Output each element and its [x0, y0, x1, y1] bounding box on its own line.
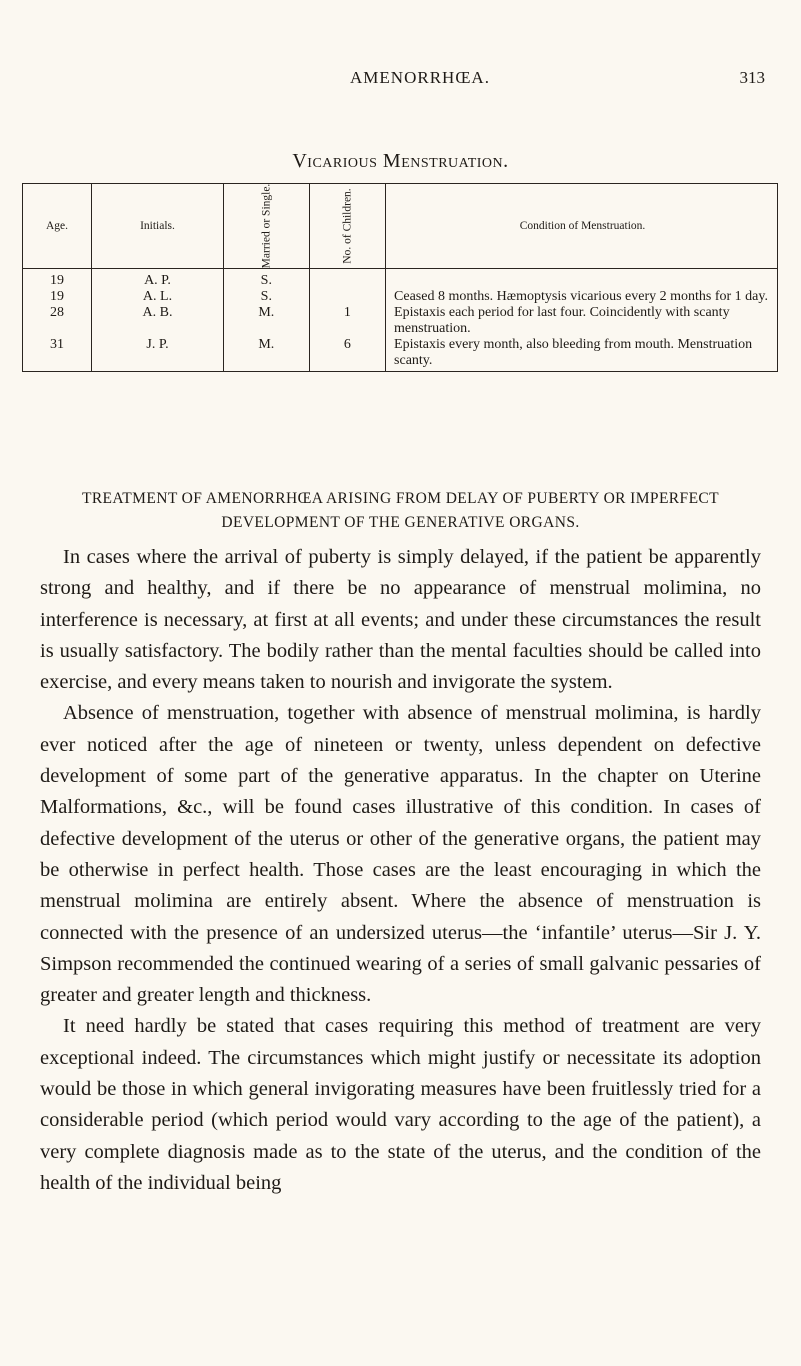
running-head-title: AMENORRHŒA. [350, 68, 490, 87]
cell-status: S. [224, 269, 310, 290]
cell-initials: J. P. [92, 337, 224, 372]
running-head [0, 68, 801, 92]
cell-condition [386, 269, 778, 290]
table-row [23, 289, 778, 305]
cell-children: 1 [309, 305, 385, 337]
column-header-children-label: No. of Children. [341, 188, 354, 264]
section-heading: TREATMENT OF AMENORRHŒA ARISING FROM DELAY OF PUBERTY OR IMPERFECT DEVELOPMENT OF THE GENERATIVE ORGANS. [81, 490, 720, 531]
paragraph: It need hardly be stated that cases requiring this method of treatment are very exceptional indeed. The circumstances which might justify or necessitate its adoption would be those in which general invigorating measures have been fruitlessly tried for a considerable period (which period would vary according to the age of the patient), a very complete diagnosis made as to the state of the uterus, and the condition of the health of the individual being [40, 1015, 761, 1194]
cell-children: 6 [309, 337, 385, 372]
cell-initials: A. P. [92, 269, 224, 290]
cell-children [309, 269, 385, 290]
column-header-condition: Condition of Menstruation. [386, 184, 778, 269]
table-row [23, 269, 778, 290]
cell-children [309, 289, 385, 305]
column-header-married-single-label: Married or Single. [260, 183, 273, 269]
paragraph: Absence of menstruation, together with absence of menstrual molimina, is hardly ever noticed after the age of nineteen or twenty, unless dependent on defective development of some part of the generative apparatus. In the chapter on Uterine Malformations, &c., will be found cases illustrative of this condition. In cases of defective development of the uterus or other of the generative organs, the patient may be otherwise in perfect health. Those cases are the least encouraging in which the menstrual molimina are entirely absent. Where the absence of menstruation is connected with the presence of an undersized uterus—the ‘infantile’ uterus—Sir J. Y. Simpson recommended the continued wearing of a series of small galvanic pessaries of greater and greater length and thickness. [40, 702, 761, 1007]
cell-age: 28 [23, 305, 92, 337]
cell-initials: A. B. [92, 305, 224, 337]
vicarious-menstruation-table [22, 183, 778, 372]
table-header-row [23, 184, 778, 269]
column-header-initials: Initials. [92, 184, 224, 269]
table-title: Vicarious Menstruation. [292, 150, 509, 172]
column-header-married-single [224, 184, 310, 269]
paragraph: In cases where the arrival of puberty is simply delayed, if the patient be apparently strong and healthy, and if there be no appearance of menstrual molimina, no interference is necessary, at first at all events; and under these circumstances the result is usually satisfactory. The bodily rather than the mental faculties should be called into exercise, and every means taken to nourish and invigorate the system. [40, 546, 761, 694]
cell-age: 31 [23, 337, 92, 372]
cell-status: M. [224, 337, 310, 372]
table-row [23, 337, 778, 372]
page-number: 313 [739, 68, 765, 87]
cell-status: M. [224, 305, 310, 337]
cell-age: 19 [23, 269, 92, 290]
cell-condition: Epistaxis every month, also bleeding from mouth. Menstruation scanty. [386, 337, 778, 372]
table-row [23, 305, 778, 337]
body-text [40, 542, 761, 1199]
column-header-age: Age. [23, 184, 92, 269]
cell-age: 19 [23, 289, 92, 305]
cell-condition: Epistaxis each period for last four. Coincidently with scanty menstruation. [386, 305, 778, 337]
column-header-children [309, 184, 385, 269]
cell-status: S. [224, 289, 310, 305]
cell-condition: Ceased 8 months. Hæmoptysis vicarious every 2 months for 1 day. [386, 289, 778, 305]
cell-initials: A. L. [92, 289, 224, 305]
